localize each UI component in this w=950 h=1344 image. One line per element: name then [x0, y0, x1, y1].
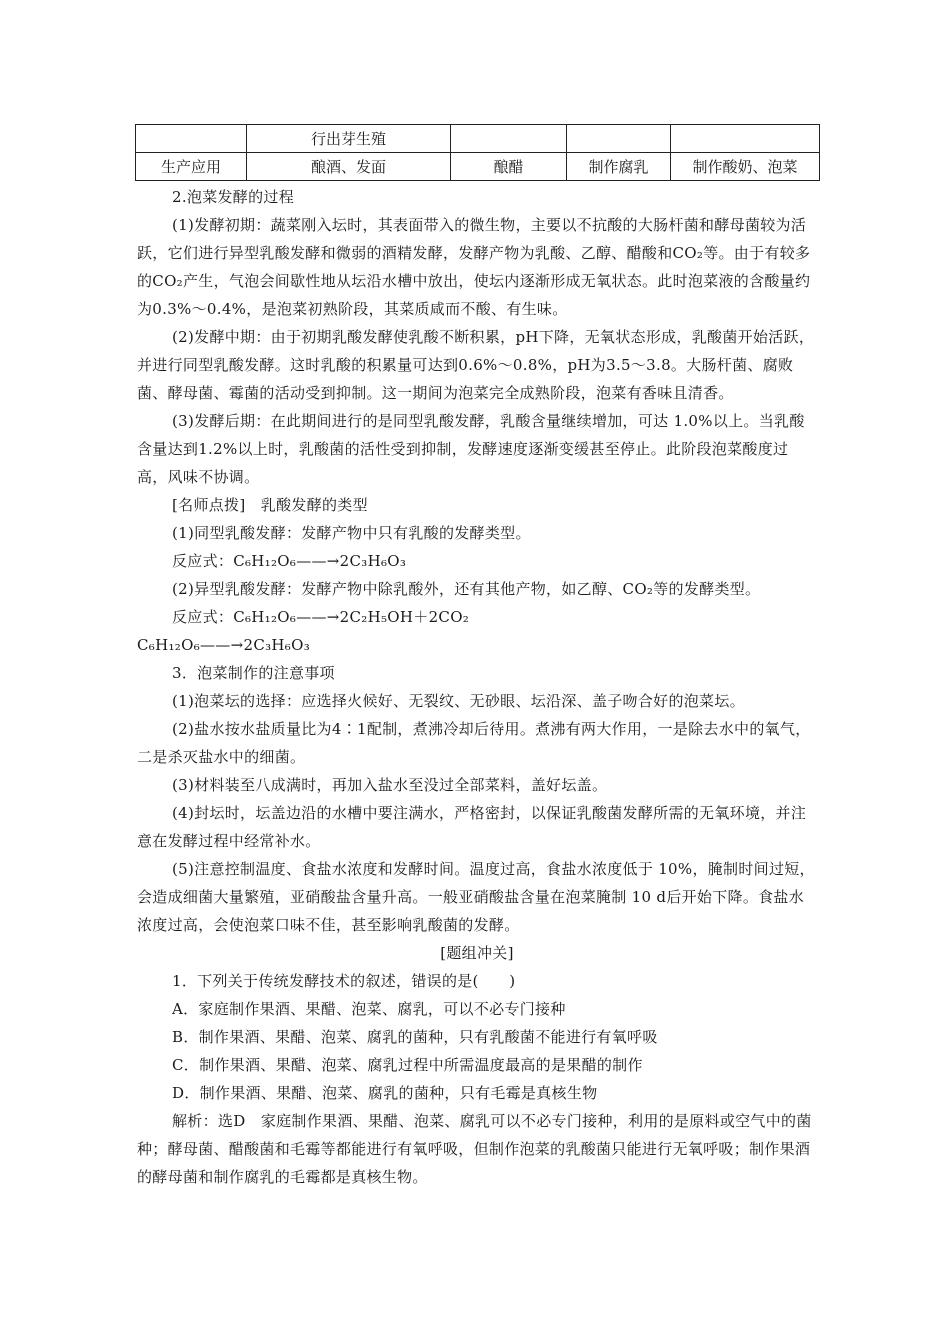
paragraph: (4)封坛时，坛盖边沿的水槽中要注满水，严格密封，以保证乳酸菌发酵所需的无氧环境，并注意在发酵过程中经常补水。 [137, 804, 807, 850]
section-title: 3．泡菜制作的注意事项 [172, 664, 335, 682]
table-cell: 制作酸奶、泡菜 [671, 153, 820, 181]
option-c: C．制作果酒、果醋、泡菜、腐乳过程中所需温度最高的是果醋的制作 [172, 1056, 643, 1074]
tip-title: [名师点拨] 乳酸发酵的类型 [172, 496, 368, 514]
table-cell: 酿酒、发面 [247, 153, 451, 181]
paragraph: (3)材料装至八成满时，再加入盐水至没过全部菜料，盖好坛盖。 [172, 776, 608, 794]
group-title: [题组冲关] [440, 944, 514, 962]
section-title: 2.泡菜发酵的过程 [172, 188, 295, 206]
paragraph: (5)注意控制温度、食盐水浓度和发酵时间。温度过高，食盐水浓度低于 10%，腌制时间过短，会造成细菌大量繁殖，亚硝酸盐含量升高。一般亚硝酸盐含量在泡菜腌制 10 d后开始下降。食盐水浓度过高，会使泡菜口味不佳，甚至影响乳酸菌的发酵。 [137, 860, 815, 934]
table-cell [136, 125, 247, 153]
main-text [137, 183, 817, 1191]
table-cell: 生产应用 [136, 153, 247, 181]
table-cell: 制作腐乳 [567, 153, 671, 181]
reaction-formula: C₆H₁₂O₆——→2C₃H₆O₃ [137, 636, 311, 654]
paragraph: (1)发酵初期：蔬菜刚入坛时，其表面带入的微生物，主要以不抗酸的大肠杆菌和酵母菌较为活跃，它们进行异型乳酸发酵和微弱的酒精发酵，发酵产物为乳酸、乙醇、醋酸和CO₂等。由于有较多的CO₂产生，气泡会间歇性地从坛沿水槽中放出，使坛内逐渐形成无氧状态。此时泡菜液的含酸量约为0.3%～0.4%，是泡菜初熟阶段，其菜质咸而不酸、有生味。 [137, 216, 811, 318]
table-row [136, 125, 820, 153]
paragraph: (2)发酵中期：由于初期乳酸发酵使乳酸不断积累，pH下降，无氧状态形成，乳酸菌开始活跃，并进行同型乳酸发酵。这时乳酸的积累量可达到0.6%～0.8%，pH为3.5～3.8。大肠杆菌、腐败菌、酵母菌、霉菌的活动受到抑制。这一期间为泡菜完全成熟阶段，泡菜有香味且清香。 [137, 328, 815, 402]
microbe-comparison-table [135, 124, 820, 181]
paragraph: (1)泡菜坛的选择：应选择火候好、无裂纹、无砂眼、坛沿深、盖子吻合好的泡菜坛。 [172, 692, 745, 710]
reaction-formula: 反应式：C₆H₁₂O₆——→2C₂H₅OH＋2CO₂ [172, 608, 470, 626]
reaction-formula: 反应式：C₆H₁₂O₆——→2C₃H₆O₃ [172, 552, 407, 570]
option-a: A．家庭制作果酒、果醋、泡菜、腐乳，可以不必专门接种 [172, 1000, 566, 1018]
table-cell [451, 125, 567, 153]
table-row [136, 153, 820, 181]
paragraph: (2)异型乳酸发酵：发酵产物中除乳酸外，还有其他产物，如乙醇、CO₂等的发酵类型。 [172, 580, 761, 598]
table-cell: 行出芽生殖 [247, 125, 451, 153]
table-cell [567, 125, 671, 153]
paragraph: (2)盐水按水盐质量比为4∶1配制，煮沸冷却后待用。煮沸有两大作用，一是除去水中的氧气，二是杀灭盐水中的细菌。 [137, 720, 811, 766]
table-cell: 酿醋 [451, 153, 567, 181]
analysis: 解析：选D 家庭制作果酒、果醋、泡菜、腐乳可以不必专门接种，利用的是原料或空气中的菌种；酵母菌、醋酸菌和毛霉等都能进行有氧呼吸，但制作泡菜的乳酸菌只能进行无氧呼吸；制作果酒的酵母菌和制作腐乳的毛霉都是真核生物。 [137, 1112, 812, 1186]
paragraph: (3)发酵后期：在此期间进行的是同型乳酸发酵，乳酸含量继续增加，可达 1.0%以上。当乳酸含量达到1.2%以上时，乳酸菌的活性受到抑制，发酵速度逐渐变缓甚至停止。此阶段泡菜酸度过高，风味不协调。 [137, 412, 805, 486]
question-stem: 1．下列关于传统发酵技术的叙述，错误的是( ) [172, 972, 516, 990]
option-b: B．制作果酒、果醋、泡菜、腐乳的菌种，只有乳酸菌不能进行有氧呼吸 [172, 1028, 658, 1046]
paragraph: (1)同型乳酸发酵：发酵产物中只有乳酸的发酵类型。 [172, 524, 531, 542]
table-cell [671, 125, 820, 153]
option-d: D．制作果酒、果醋、泡菜、腐乳的菌种，只有毛霉是真核生物 [172, 1084, 598, 1102]
